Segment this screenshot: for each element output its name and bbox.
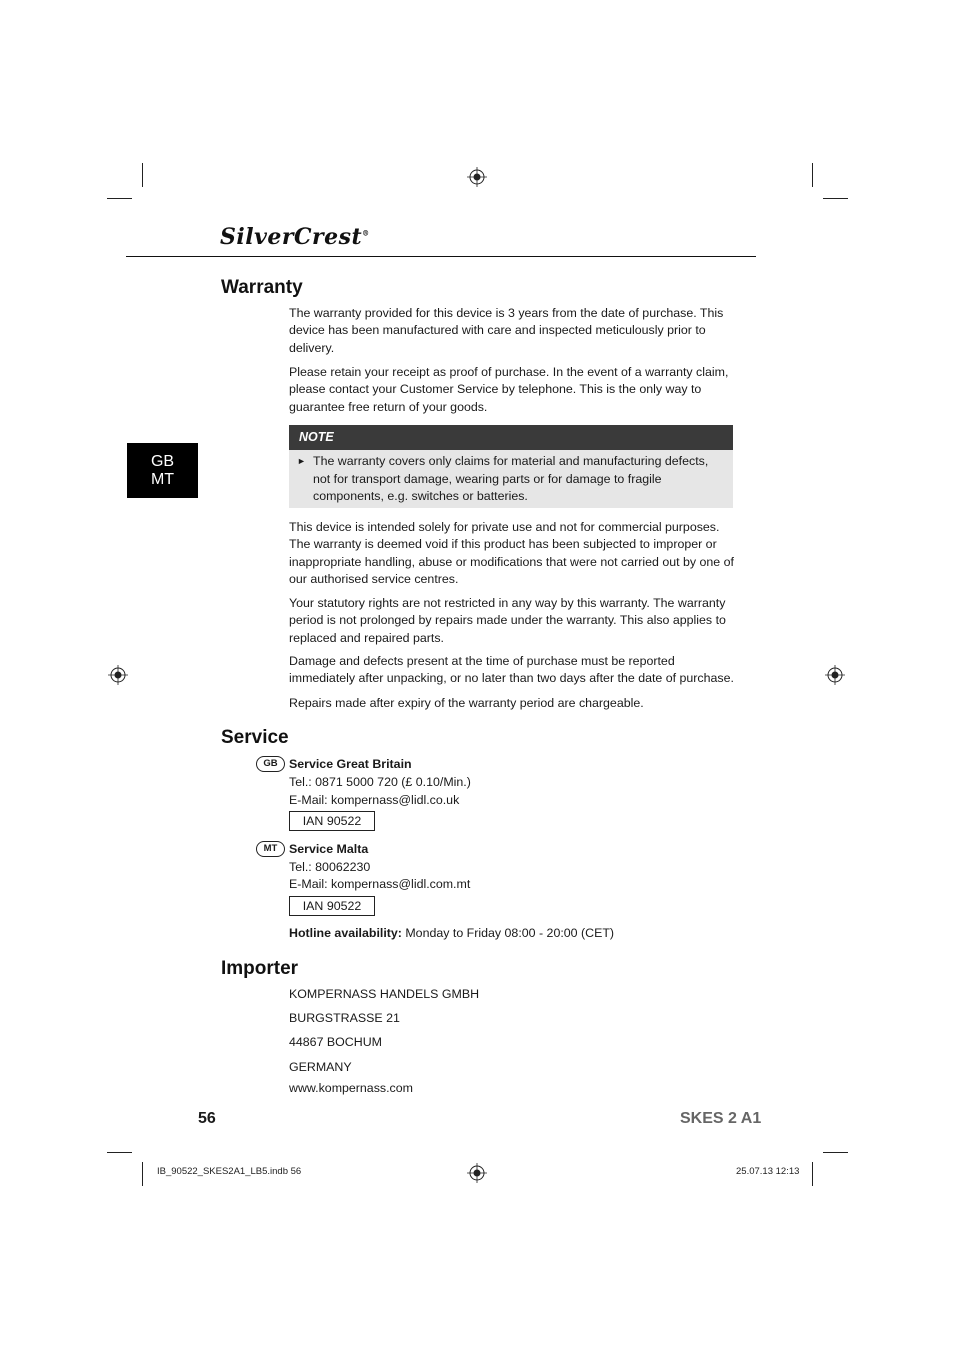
registration-mark-icon	[467, 167, 487, 187]
warranty-paragraph: Your statutory rights are not restricted in any way by this warranty. The warranty period is not prolonged by repairs made under the warranty. This also applies to replaced and repaired parts.	[289, 596, 726, 645]
slug-date: 25.07.13 12:13	[736, 1166, 800, 1177]
importer-web: www.kompernass.com	[289, 1081, 413, 1095]
importer-street: BURGSTRASSE 21	[289, 1011, 400, 1025]
registration-mark-icon	[467, 1163, 487, 1183]
country-badge-gb: GB	[256, 756, 285, 772]
crop-mark	[823, 198, 848, 199]
service-mt-title: Service Malta	[289, 842, 369, 856]
service-gb-email: E-Mail: kompernass@lidl.co.uk	[289, 793, 460, 807]
warranty-paragraph: Damage and defects present at the time of purchase must be reported immediately after unpacking, or no later than two days after the date of purchase.	[289, 654, 734, 686]
service-mt-tel: Tel.: 80062230	[289, 860, 371, 874]
crop-mark	[812, 1162, 813, 1186]
ian-box: IAN 90522	[289, 811, 375, 831]
crop-mark	[142, 163, 143, 187]
warranty-paragraph: Repairs made after expiry of the warranty period are chargeable.	[289, 696, 644, 710]
model-name: SKES 2 A1	[680, 1110, 762, 1127]
crop-mark	[107, 1152, 132, 1153]
language-tab-line2: MT	[150, 471, 175, 488]
note-box	[289, 425, 733, 508]
ian-box: IAN 90522	[289, 896, 375, 916]
registration-mark-icon	[825, 665, 845, 685]
warranty-paragraph: This device is intended solely for private use and not for commercial purposes. The warranty is deemed void if this product has been subjected to improper or inappropriate handling, abuse or modifications that were not carried out by one of our authorised service centres.	[289, 520, 734, 586]
crop-mark	[142, 1162, 143, 1186]
page-number: 56	[198, 1110, 216, 1127]
slug-file: IB_90522_SKES2A1_LB5.indb 56	[157, 1166, 302, 1177]
header-rule	[126, 256, 756, 257]
note-text: The warranty covers only claims for material and manufacturing defects, not for transport damage, wearing parts or for damage to fragile components, e.g. switches or batteries.	[313, 454, 709, 503]
note-body	[289, 450, 733, 506]
language-tab	[127, 443, 198, 498]
registration-mark-icon	[108, 665, 128, 685]
importer-heading: Importer	[221, 958, 299, 979]
warranty-heading: Warranty	[221, 277, 303, 298]
importer-country: GERMANY	[289, 1060, 352, 1074]
service-heading: Service	[221, 727, 289, 748]
note-title: NOTE	[289, 425, 733, 450]
hotline-availability	[289, 925, 614, 942]
bullet-arrow-icon: ►	[297, 456, 306, 466]
crop-mark	[812, 163, 813, 187]
brand-logo: SilverCrest®	[220, 224, 370, 250]
country-badge-mt: MT	[256, 841, 285, 857]
importer-company: KOMPERNASS HANDELS GMBH	[289, 987, 480, 1001]
crop-mark	[107, 198, 132, 199]
service-gb-tel: Tel.: 0871 5000 720 (£ 0.10/Min.)	[289, 775, 471, 789]
warranty-paragraph: The warranty provided for this device is 3 years from the date of purchase. This device has been manufactured with care and inspected meticulously prior to delivery.	[289, 306, 724, 355]
crop-mark	[823, 1152, 848, 1153]
hotline-value: Monday to Friday 08:00 - 20:00 (CET)	[401, 926, 615, 940]
service-gb-title: Service Great Britain	[289, 757, 412, 771]
hotline-label: Hotline availability:	[289, 926, 402, 940]
warranty-paragraph: Please retain your receipt as proof of purchase. In the event of a warranty claim, please contact your Customer Service by telephone. This is the only way to guarantee free return of your goods.	[289, 365, 729, 414]
service-mt-email: E-Mail: kompernass@lidl.com.mt	[289, 877, 471, 891]
language-tab-line1: GB	[150, 453, 175, 470]
importer-city: 44867 BOCHUM	[289, 1035, 382, 1049]
